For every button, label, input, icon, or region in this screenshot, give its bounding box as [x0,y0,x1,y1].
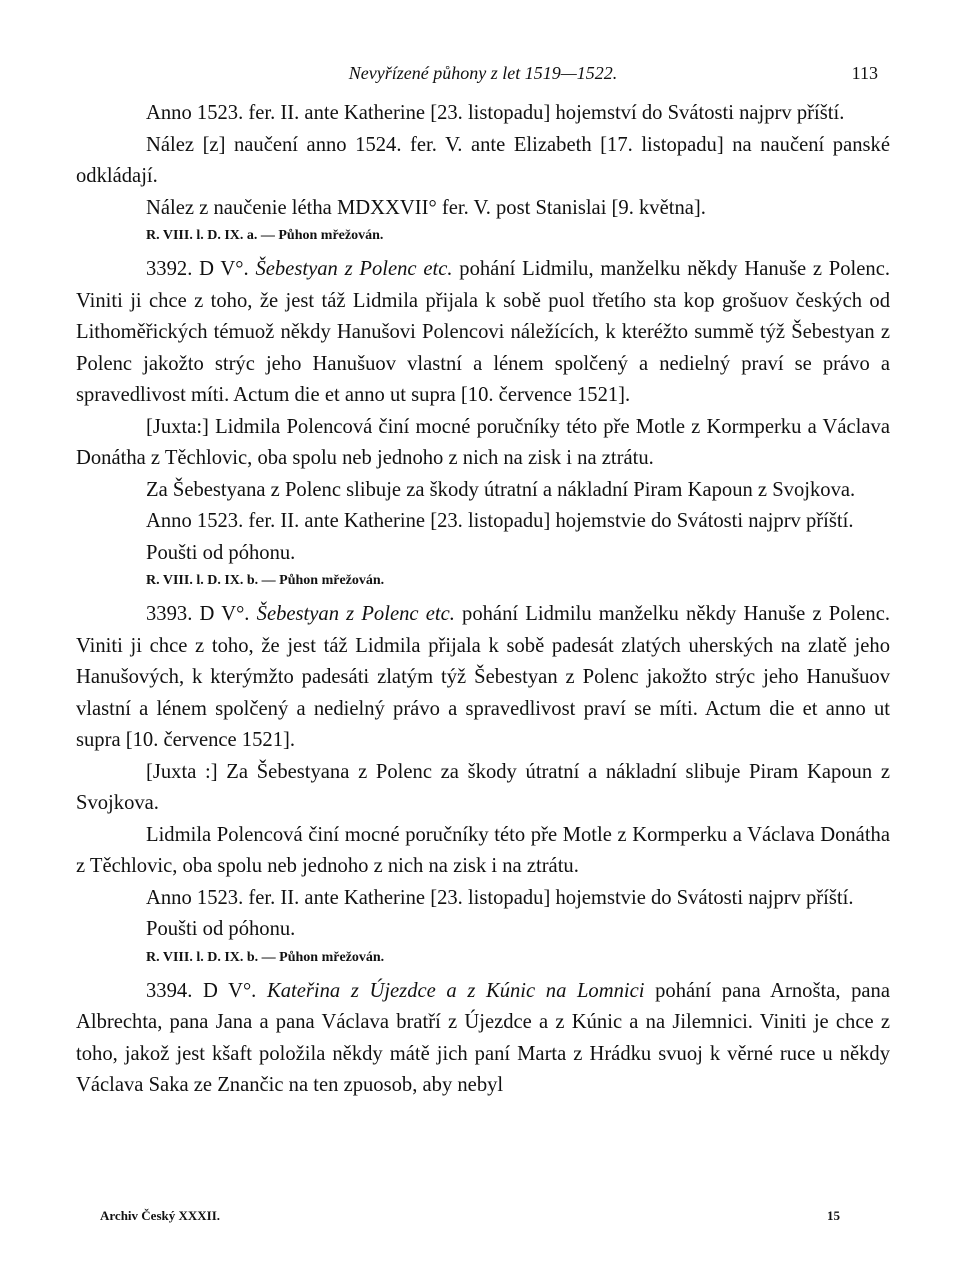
text-paragraph: Nález z naučenie létha MDXXVII° fer. V. post Stanislai [9. května]. [146,196,706,219]
text-paragraph: Anno 1523. fer. II. ante Katherine [23. listopadu] hojemství do Svátosti najprv příští. [146,102,845,124]
entry-number: 3394. D V°. [146,979,257,1002]
entry-number: 3392. D V°. [146,258,249,280]
entry-text: pohání Lidmilu manželku někdy Hanuše z Polenc. Viniti ji chce z toho, že jest táž Lidmila přijala k sobě padesát zlatých uherských na zlatě jeho Hanušových, k kterýmžto padesáti zlatým týž Šebestyan z Polenc jakožto strýc jeho Hanušuov vlastní a lénem spolčený a nedielný právo a spravedlivost praví se míti. Actum die et anno ut supra [10. července 1521]. [76,603,890,751]
text-paragraph: [Juxta:] Lidmila Polencová činí mocné poručníky této pře Motle z Kormperku a Václava Donátha z Těchlovic, oba spolu neb jednoho z nich na zisk i na ztrátu. [76,415,890,469]
entry-paragraph [76,254,890,412]
entry-text: pohání pana Arnošta, pana Albrechta, pana Jana a pana Václava bratří z Újezdce a z Kúnic a na Jilemnici. Viniti je chce z toho, jakož jest kšaft položila někdy mátě jich paní Marta z Hrádku svuoj k věrné ruce u někdy Václava Saka ze Znančic na ten zpuosob, aby nebyl [76,979,890,1096]
document-body [76,98,890,1102]
text-paragraph: Nález [z] naučení anno 1524. fer. V. ante Elizabeth [17. listopadu] na naučení panské odkládají. [76,133,890,187]
page-header [76,58,890,92]
text-paragraph: Za Šebestyana z Polenc slibuje za škody útratní a nákladní Piram Kapoun z Svojkova. [146,478,856,501]
entry-paragraph [76,976,890,1102]
register-reference: R. VIII. l. D. IX. b. — Půhon mřežován. [146,949,385,965]
series-title: Archiv Český XXXII. [100,1208,221,1223]
entry-party: Kateřina z Újezdce a z Kúnic na Lomnici [266,979,645,1002]
entry-party: Šebestyan z Polenc etc. [255,258,453,280]
entry-number: 3393. D V°. [146,603,250,625]
text-paragraph: Anno 1523. fer. II. ante Katherine [23. listopadu] hojemstvie do Svátosti najprv příští. [146,510,854,532]
text-paragraph: [Juxta :] Za Šebestyana z Polenc za škody útratní a nákladní slibuje Piram Kapoun z Svojkova. [76,760,890,814]
text-paragraph: Poušti od póhonu. [146,918,296,940]
entry-text: pohání Lidmilu, manželku někdy Hanuše z Polenc. Viniti ji chce z toho, že jest táž Lidmila přijala k sobě puol třetího sta kop grošuov českých od Lithoměřických témuož někdy Hanušovi Polencovi náležících, k kteréžto summě týž Šebestyan z Polenc jakožto strýc jeho Hanušuov vlastní a lénem spolčený a nedielný praví se právo a spravedlivost míti. Actum die et anno ut supra [10. července 1521]. [76,258,891,406]
register-reference: R. VIII. l. D. IX. b. — Půhon mřežován. [146,573,385,588]
entry-paragraph [76,599,890,757]
register-reference: R. VIII. l. D. IX. a. — Půhon mřežován. [146,228,384,243]
entry-party: Šebestyan z Polenc etc. [256,603,455,625]
text-paragraph: Anno 1523. fer. II. ante Katherine [23. listopadu] hojemstvie do Svátosti najprv příští. [146,886,854,909]
sheet-number: 15 [827,1208,840,1223]
page-number: 113 [851,63,878,83]
text-paragraph: Lidmila Polencová činí mocné poručníky této pře Motle z Kormperku a Václava Donátha z Těchlovic, oba spolu neb jednoho z nich na zisk i na ztrátu. [76,823,890,877]
text-paragraph: Poušti od póhonu. [146,541,296,564]
page-footer [100,1200,840,1232]
running-title: Nevyřízené půhony z let 1519—1522. [348,63,618,83]
